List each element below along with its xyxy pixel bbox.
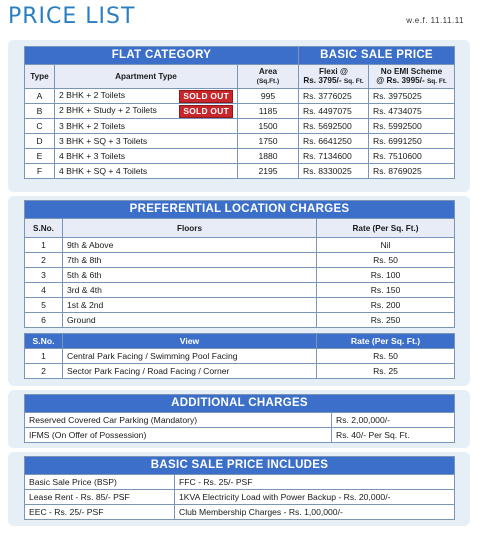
page-title: PRICE LIST [8,4,136,29]
table-row: Lease Rent - Rs. 85/- PSF 1KVA Electricity Load with Power Backup - Rs. 20,000/- [25,490,455,505]
table-row: 4 3rd & 4th Rs. 150 [25,283,455,298]
col-no-emi: No EMI Scheme @ Rs. 3995/- Sq. Ft. [369,65,455,89]
table-row: D 3 BHK + SQ + 3 Toilets 1750 Rs. 6641250 Rs. 6991250 [25,134,455,149]
table-row: F 4 BHK + SQ + 4 Toilets 2195 Rs. 8330025 Rs. 8769025 [25,164,455,179]
col-sno: S.No. [25,334,63,349]
table-row: 2 7th & 8th Rs. 50 [25,253,455,268]
table-row: 1 Central Park Facing / Swimming Pool Facing Rs. 50 [25,349,455,364]
table-row: Reserved Covered Car Parking (Mandatory) Rs. 2,00,000/- [25,413,455,428]
effective-date: w.e.f. 11.11.11 [406,16,464,25]
table-row: EEC - Rs. 25/- PSF Club Membership Charges - Rs. 1,00,000/- [25,505,455,520]
table-row: 1 9th & Above Nil [25,238,455,253]
table-row: 6 Ground Rs. 250 [25,313,455,328]
table-row: 2 Sector Park Facing / Road Facing / Corner Rs. 25 [25,364,455,379]
col-area: Area (Sq.Ft.) [238,65,299,89]
col-floors: Floors [63,219,317,238]
bsp-includes-header: BASIC SALE PRICE INCLUDES [25,457,455,475]
additional-charges-header: ADDITIONAL CHARGES [25,395,455,413]
plc-floors-table [24,200,455,328]
table-row: E 4 BHK + 3 Toilets 1880 Rs. 7134600 Rs. 7510600 [25,149,455,164]
col-apartment-type: Apartment Type [55,65,238,89]
flat-category-table [24,46,455,179]
flat-category-header: FLAT CATEGORY [25,47,299,65]
basic-sale-price-header: BASIC SALE PRICE [299,47,455,65]
table-row: 5 1st & 2nd Rs. 200 [25,298,455,313]
col-sno: S.No. [25,219,63,238]
col-rate: Rate (Per Sq. Ft.) [317,219,455,238]
plc-header: PREFERENTIAL LOCATION CHARGES [25,201,455,219]
col-type: Type [25,65,55,89]
sold-out-badge: SOLD OUT [179,90,233,103]
col-rate: Rate (Per Sq. Ft.) [317,334,455,349]
additional-charges-table [24,394,455,443]
plc-view-table [24,333,455,379]
sold-out-badge: SOLD OUT [179,105,233,118]
table-row: B 2 BHK + Study + 2 Toilets SOLD OUT 1185 Rs. 4497075 Rs. 4734075 [25,104,455,119]
table-row: Basic Sale Price (BSP) FFC - Rs. 25/- PSF [25,475,455,490]
col-view: View [63,334,317,349]
col-flexi: Flexi @ Rs. 3795/- Sq. Ft. [299,65,369,89]
table-row: C 3 BHK + 2 Toilets 1500 Rs. 5692500 Rs. 5992500 [25,119,455,134]
table-row: A 2 BHK + 2 Toilets SOLD OUT 995 Rs. 3776025 Rs. 3975025 [25,89,455,104]
bsp-includes-table [24,456,455,520]
table-row: IFMS (On Offer of Possession) Rs. 40/- Per Sq. Ft. [25,428,455,443]
table-row: 3 5th & 6th Rs. 100 [25,268,455,283]
